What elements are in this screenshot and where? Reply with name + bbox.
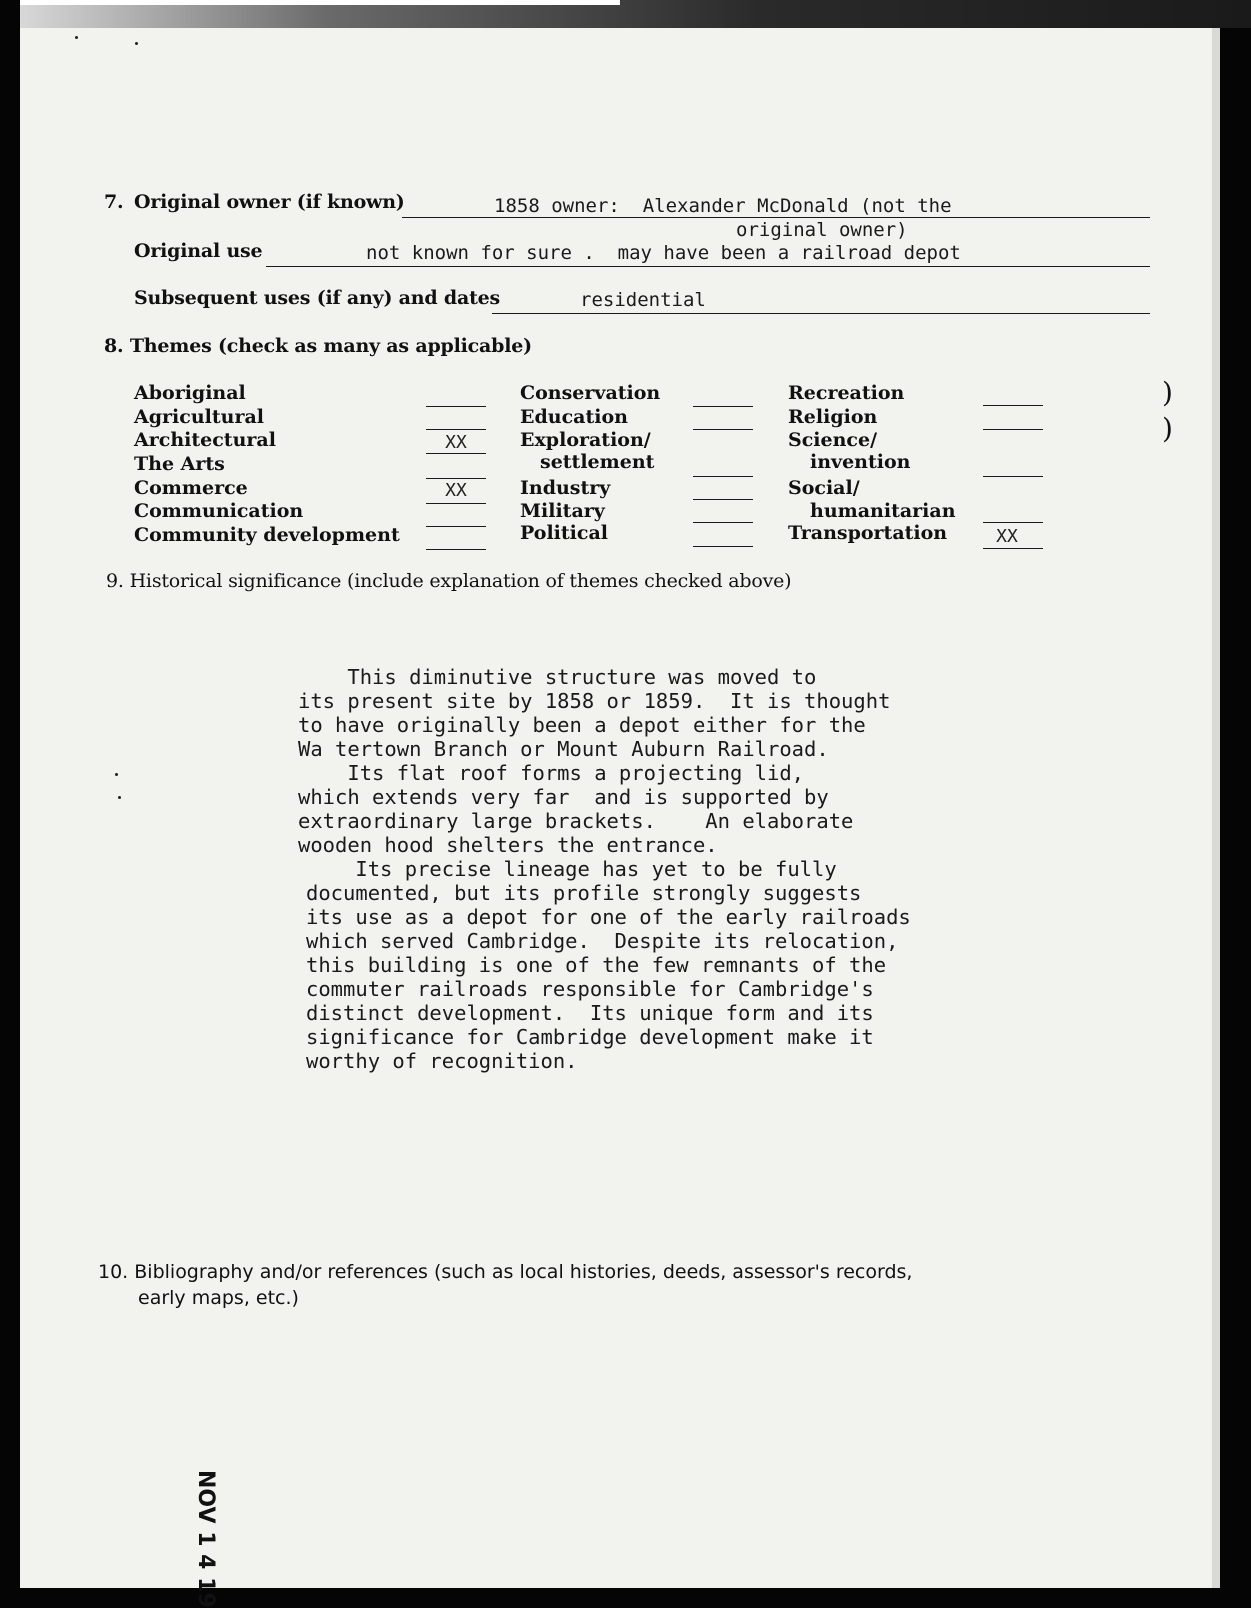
original-owner-value-cont: original owner) xyxy=(736,219,908,241)
theme-checkbox[interactable] xyxy=(693,546,753,547)
significance-line: Its flat roof forms a projecting lid, xyxy=(298,761,805,785)
theme-checkbox[interactable] xyxy=(983,429,1043,430)
theme-checkbox[interactable] xyxy=(983,476,1043,477)
theme-checkbox[interactable] xyxy=(426,406,486,407)
theme-label: Science/ xyxy=(788,429,878,451)
original-owner-value: 1858 owner: Alexander McDonald (not the xyxy=(494,195,952,217)
theme-label: Recreation xyxy=(788,382,905,404)
original-owner-line xyxy=(402,217,1150,218)
theme-label: settlement xyxy=(540,451,655,473)
theme-checkbox[interactable] xyxy=(693,499,753,500)
q7-number: 7. xyxy=(104,191,124,213)
theme-check-mark: XX xyxy=(445,432,467,453)
significance-line: extraordinary large brackets. An elaborate xyxy=(298,809,854,833)
theme-checkbox[interactable] xyxy=(983,405,1043,406)
theme-label: Industry xyxy=(520,477,611,499)
themes-heading: 8. Themes (check as many as applicable) xyxy=(104,335,532,357)
historical-significance-heading: 9. Historical significance (include explanation of themes checked above) xyxy=(106,570,792,592)
theme-checkbox[interactable] xyxy=(426,526,486,527)
original-owner-label: Original owner (if known) xyxy=(134,191,405,213)
theme-label: Religion xyxy=(788,406,878,428)
original-use-value: not known for sure . may have been a railroad depot xyxy=(366,242,961,264)
theme-checkbox[interactable] xyxy=(426,549,486,550)
significance-line: This diminutive structure was moved to xyxy=(298,665,817,689)
significance-line: documented, but its profile strongly suggests xyxy=(306,881,862,905)
theme-label: invention xyxy=(810,451,911,473)
theme-label: Military xyxy=(520,500,605,522)
significance-line: its use as a depot for one of the early railroads xyxy=(306,905,911,929)
bibliography-heading-cont: early maps, etc.) xyxy=(138,1287,299,1309)
bibliography-heading: 10. Bibliography and/or references (such as local histories, deeds, assessor's records, xyxy=(98,1261,913,1283)
theme-label: Aboriginal xyxy=(134,382,246,404)
theme-checkbox[interactable] xyxy=(426,503,486,504)
subsequent-uses-line xyxy=(492,313,1150,314)
scan-speck xyxy=(118,796,121,799)
theme-checkbox[interactable] xyxy=(693,522,753,523)
theme-label: Exploration/ xyxy=(520,429,651,451)
theme-label: Conservation xyxy=(520,382,661,404)
page-edge-shadow xyxy=(1212,28,1220,1588)
theme-label: Community development xyxy=(134,524,400,546)
theme-label: Communication xyxy=(134,500,304,522)
theme-checkbox[interactable] xyxy=(983,522,1043,523)
date-stamp: NOV 1 4 19 xyxy=(193,1470,218,1608)
significance-line: distinct development. Its unique form and its xyxy=(306,1001,874,1025)
theme-checkbox[interactable] xyxy=(426,453,486,454)
significance-line: to have originally been a depot either for the xyxy=(298,713,866,737)
theme-checkbox[interactable] xyxy=(426,478,486,479)
theme-label: humanitarian xyxy=(810,500,956,522)
scan-speck xyxy=(135,42,138,45)
theme-check-mark: XX xyxy=(996,526,1018,547)
significance-line: commuter railroads responsible for Cambridge's xyxy=(306,977,874,1001)
original-use-label: Original use xyxy=(134,240,263,262)
theme-checkbox[interactable] xyxy=(693,406,753,407)
theme-checkbox[interactable] xyxy=(983,548,1043,549)
theme-label: Architectural xyxy=(134,429,276,451)
scan-speck xyxy=(75,36,78,39)
significance-line: wooden hood shelters the entrance. xyxy=(298,833,718,857)
theme-checkbox[interactable] xyxy=(693,476,753,477)
significance-line: its present site by 1858 or 1859. It is thought xyxy=(298,689,891,713)
theme-label: Agricultural xyxy=(134,406,264,428)
significance-line: this building is one of the few remnants of the xyxy=(306,953,887,977)
theme-label: Commerce xyxy=(134,477,248,499)
significance-line: Wa tertown Branch or Mount Auburn Railroad. xyxy=(298,737,829,761)
theme-label: Transportation xyxy=(788,522,948,544)
theme-label: Political xyxy=(520,522,608,544)
theme-checkbox[interactable] xyxy=(426,429,486,430)
significance-line: which extends very far and is supported by xyxy=(298,785,829,809)
form-page xyxy=(20,28,1220,1588)
significance-line: worthy of recognition. xyxy=(306,1049,578,1073)
scan-speck xyxy=(115,773,118,776)
margin-bracket: ) xyxy=(1162,376,1173,409)
theme-label: Social/ xyxy=(788,477,860,499)
significance-line: significance for Cambridge development make it xyxy=(306,1025,874,1049)
subsequent-uses-label: Subsequent uses (if any) and dates xyxy=(134,287,501,309)
theme-checkbox[interactable] xyxy=(693,429,753,430)
original-use-line xyxy=(266,266,1150,267)
significance-line: which served Cambridge. Despite its relocation, xyxy=(306,929,899,953)
margin-bracket: ) xyxy=(1162,412,1173,445)
significance-line: Its precise lineage has yet to be fully xyxy=(306,857,837,881)
theme-check-mark: XX xyxy=(445,480,467,501)
theme-label: The Arts xyxy=(134,453,225,475)
scan-top-edge xyxy=(20,0,620,5)
theme-label: Education xyxy=(520,406,628,428)
subsequent-uses-value: residential xyxy=(580,289,706,311)
